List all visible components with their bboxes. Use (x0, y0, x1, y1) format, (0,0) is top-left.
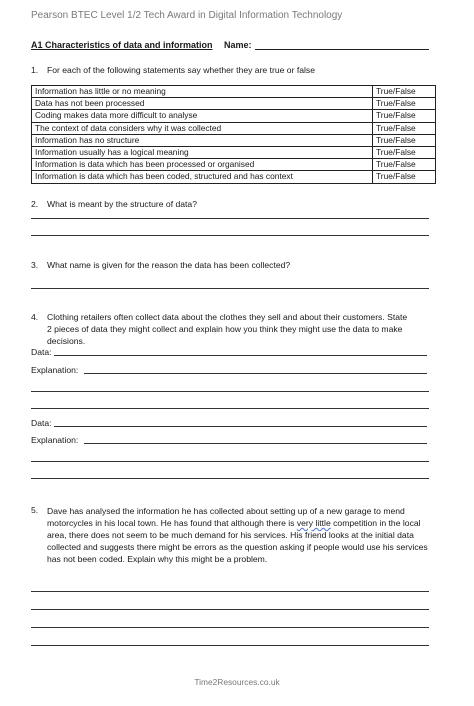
spelling-highlight: very little (296, 518, 331, 528)
explanation-label: Explanation: (31, 365, 79, 375)
name-answer-line[interactable] (255, 49, 429, 50)
answer-line[interactable] (31, 391, 429, 392)
table-row (32, 146, 436, 158)
statement-cell: Data has not been processed (32, 98, 373, 110)
question-text: What name is given for the reason the data has been collected? (47, 260, 291, 270)
table-row (32, 159, 436, 171)
explanation-answer-line[interactable] (84, 373, 427, 374)
data-label: Data: (31, 418, 52, 428)
table-row (32, 98, 436, 110)
table-row (32, 122, 436, 134)
data-label: Data: (31, 347, 52, 357)
statement-cell: Information is data which has been processed or organised (32, 159, 373, 171)
true-false-cell[interactable]: True/False (373, 110, 436, 122)
true-false-cell[interactable]: True/False (373, 134, 436, 146)
question-number: 4. (31, 312, 39, 322)
data-answer-line[interactable] (54, 355, 427, 356)
statement-cell: Information has no structure (32, 134, 373, 146)
true-false-cell[interactable]: True/False (373, 159, 436, 171)
table-row (32, 171, 436, 183)
answer-line[interactable] (31, 627, 429, 628)
answer-line[interactable] (31, 478, 429, 479)
answer-line[interactable] (31, 235, 429, 236)
explanation-answer-line[interactable] (84, 443, 427, 444)
table-row (32, 86, 436, 98)
true-false-table (31, 85, 436, 184)
answer-line[interactable] (31, 591, 429, 592)
statement-cell: The context of data considers why it was collected (32, 122, 373, 134)
question-text: For each of the following statements say whether they are true or false (47, 65, 315, 75)
table-row (32, 134, 436, 146)
question-text: competition in the local area, there does not seem to be much demand for his services. His friend looks at the initial data collected and suggests there might be errors as the question asking if people would use his services has not been coded. Explain why this might be a problem. (47, 518, 428, 564)
question-number: 5. (31, 505, 39, 515)
answer-line[interactable] (31, 461, 429, 462)
data-answer-line[interactable] (54, 426, 427, 427)
answer-line[interactable] (31, 645, 429, 646)
title-row (31, 40, 252, 50)
statement-cell: Information has little or no meaning (32, 86, 373, 98)
name-label: Name: (224, 40, 252, 50)
question-text: Dave has analysed the information he has collected about setting up of a new garage to mend motorcycles in his local town. He has found that although there is (47, 506, 405, 528)
statement-cell: Coding makes data more difficult to analyse (32, 110, 373, 122)
true-false-cell[interactable]: True/False (373, 146, 436, 158)
statement-cell: Information is data which has been coded, structured and has context (32, 171, 373, 183)
true-false-cell[interactable]: True/False (373, 171, 436, 183)
question-number: 2. (31, 199, 39, 209)
question-number: 3. (31, 260, 39, 270)
explanation-label: Explanation: (31, 435, 79, 445)
answer-line[interactable] (31, 288, 429, 289)
answer-line[interactable] (31, 218, 429, 219)
answer-line[interactable] (31, 609, 429, 610)
answer-line[interactable] (31, 408, 429, 409)
question-text-line-3: decisions. (47, 336, 86, 346)
true-false-cell[interactable]: True/False (373, 86, 436, 98)
question-number: 1. (31, 65, 39, 75)
footer-text: Time2Resources.co.uk (194, 677, 280, 687)
worksheet-title: A1 Characteristics of data and information (31, 40, 213, 50)
document-header: Pearson BTEC Level 1/2 Tech Award in Digital Information Technology (31, 10, 343, 21)
statement-cell: Information usually has a logical meaning (32, 146, 373, 158)
question-text-line-1: Clothing retailers often collect data about the clothes they sell and about their customers. State (47, 312, 408, 322)
question-5-text (47, 505, 430, 565)
question-text-line-2: 2 pieces of data they might collect and explain how you think they might use the data to make (47, 324, 403, 334)
true-false-cell[interactable]: True/False (373, 122, 436, 134)
question-text: What is meant by the structure of data? (47, 199, 197, 209)
table-row (32, 110, 436, 122)
true-false-cell[interactable]: True/False (373, 98, 436, 110)
